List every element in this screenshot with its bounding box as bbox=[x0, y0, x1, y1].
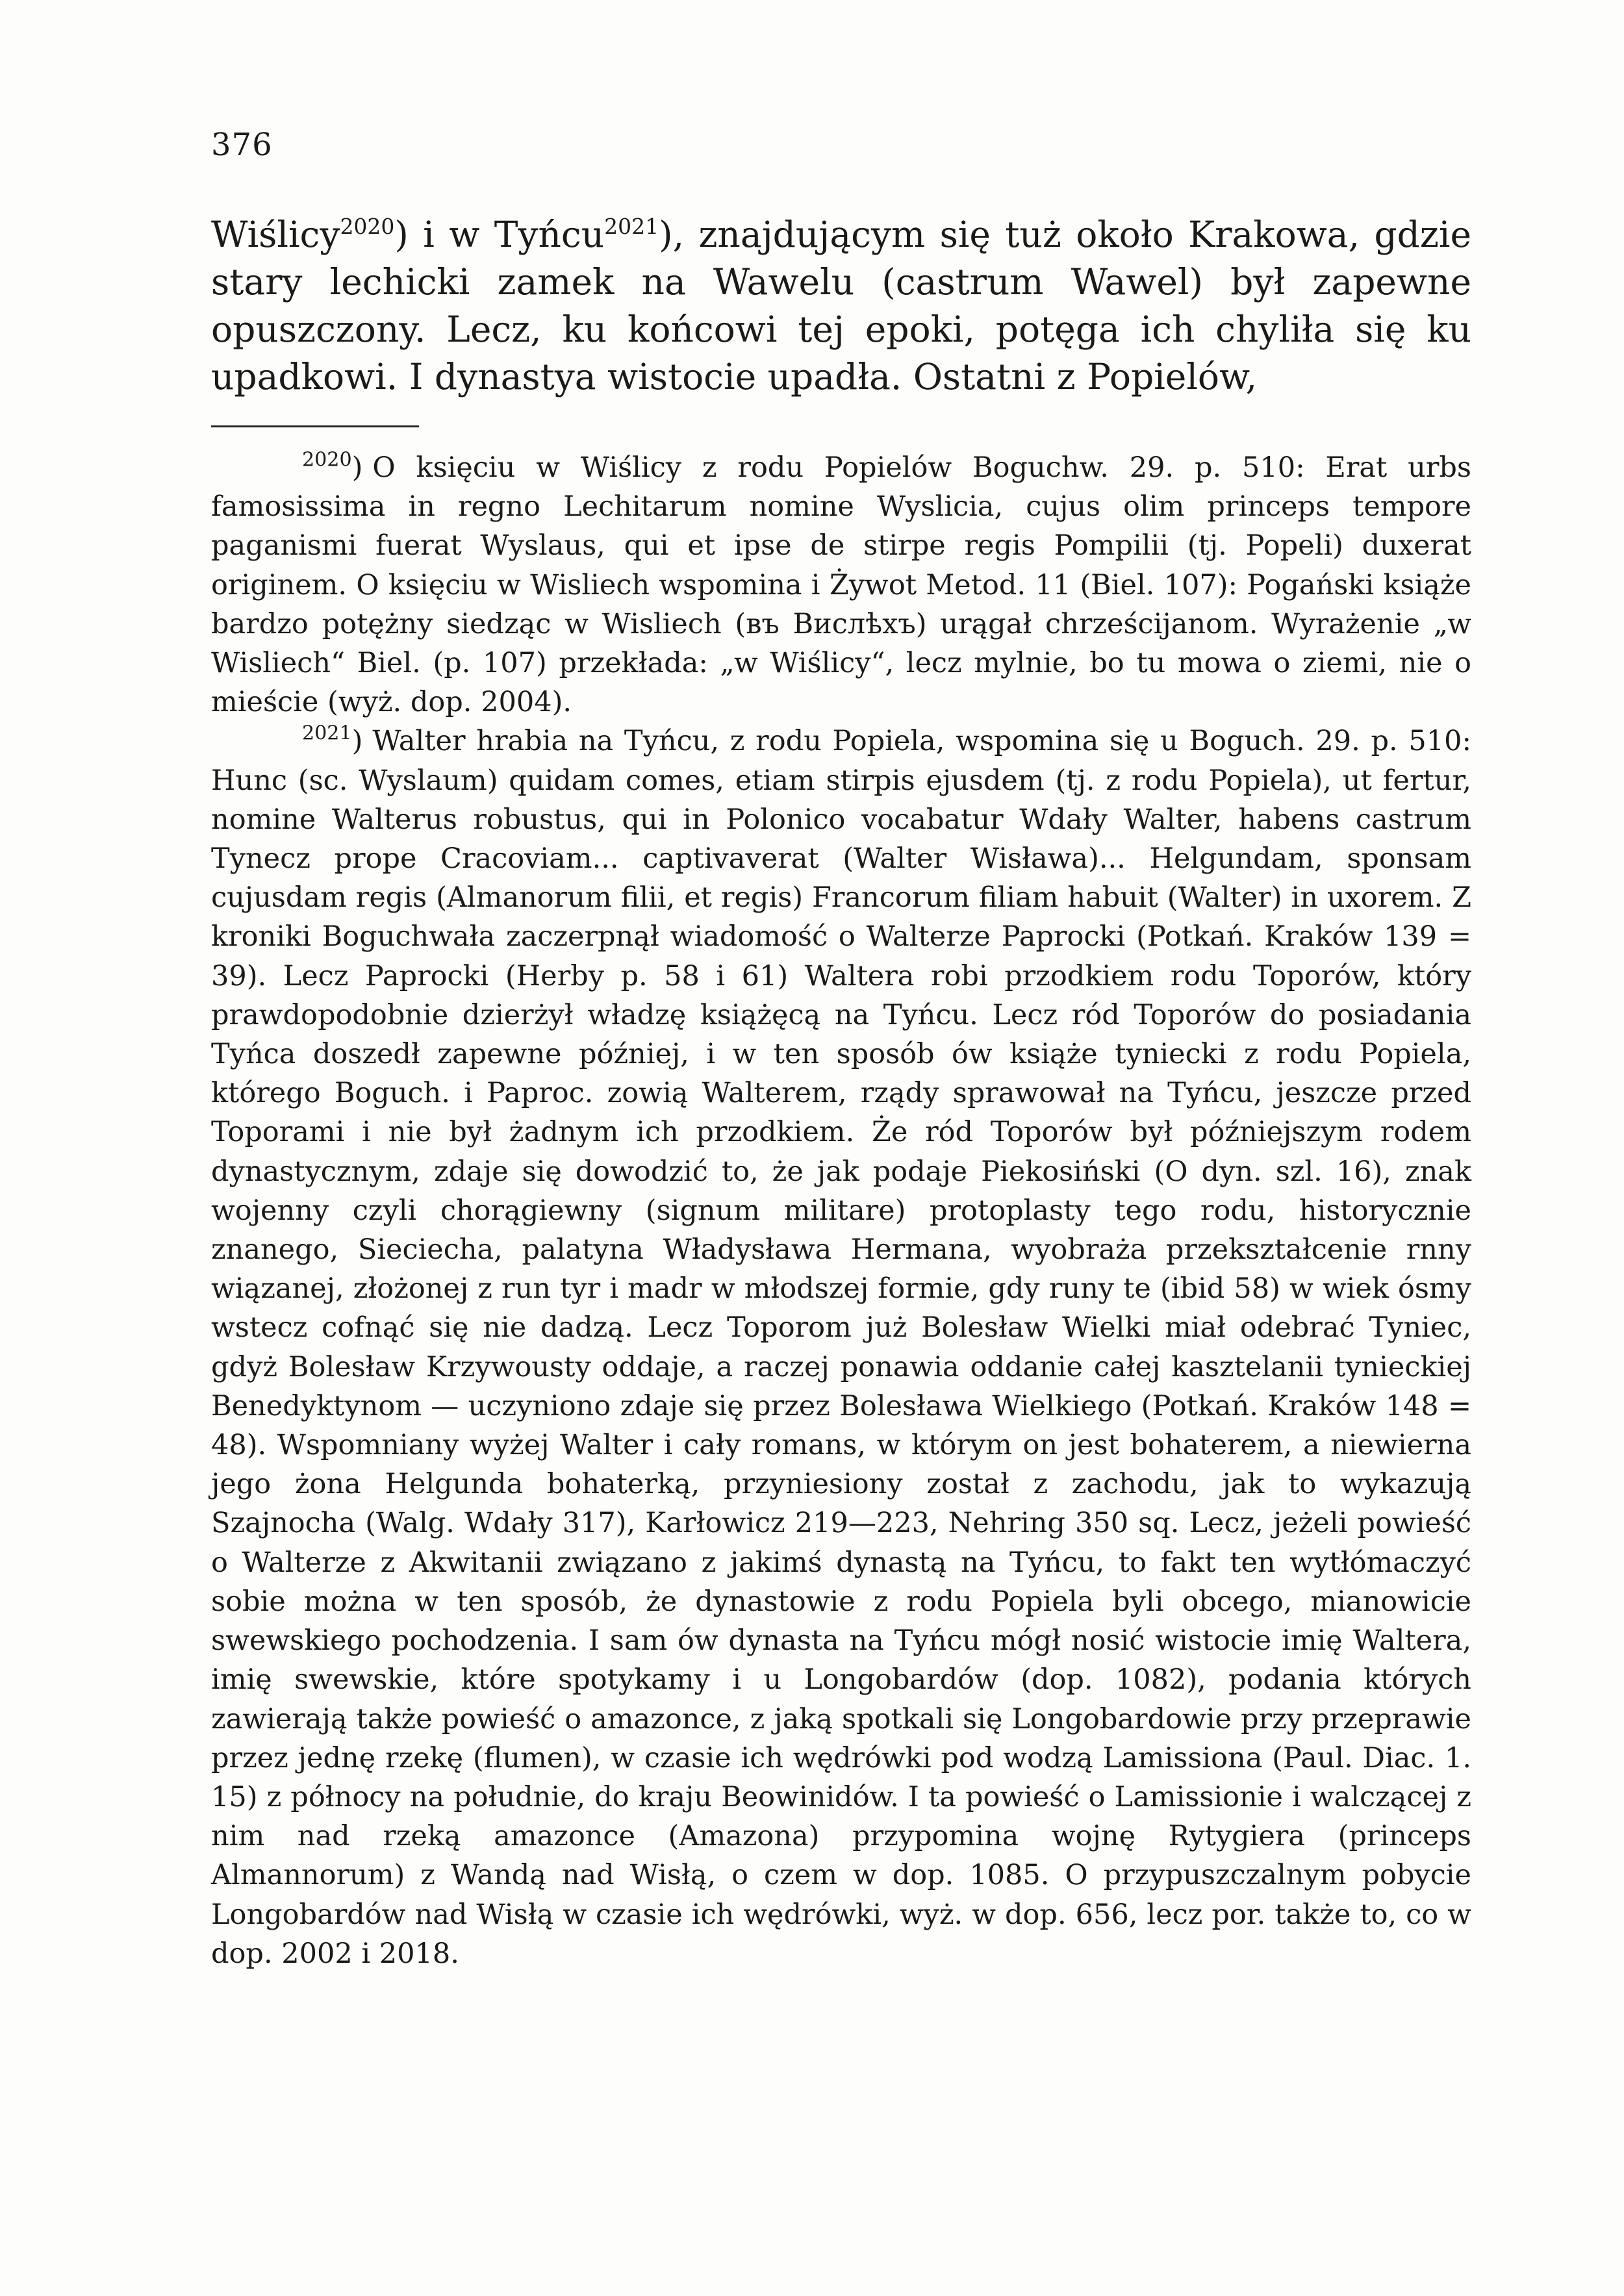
main-text bbox=[211, 211, 1471, 401]
footnote-2021: $^{2021}$) Walter hrabia na Tyńcu, z rodu Popiela, wspomina się u Boguch. 29. p. 510: Hunc (sc. Wyslaum) quidam comes, etiam stirpis ejusdem (tj. z rodu Popiela), ut fertur, nomine Walterus robustus, qui in Polonico vocabatur Wdały Walter, habens castrum Tynecz prope Cracoviam... captivaverat (Walter Wisława)... Helgundam, sponsam cujusdam regis (Almanorum filii, et regis) Francorum filiam habuit (Walter) in uxorem. Z kroniki Boguchwała zaczerpnął wiadomość o Walterze Paprocki (Potkań. Kraków 139 = 39). Lecz Paprocki (Herby p. 58 i 61) Waltera robi przodkiem rodu Toporów, który prawdopodobnie dzierżył władzę książęcą na Tyńcu. Lecz ród Toporów do posiadania Tyńca doszedł zapewne później, i w ten sposób ów książe tyniecki z rodu Popiela, którego Boguch. i Paproc. zowią Walterem, rządy sprawował na Tyńcu, jeszcze przed Toporami i nie był żadnym ich przodkiem. Że ród Toporów był późniejszym rodem dynastycznym, zdaje się dowodzić to, że jak podaje Piekosiński (O dyn. szl. 16), znak wojenny czyli chorągiewny (signum militare) protoplasty tego rodu, historycznie znanego, Sieciecha, palatyna Władysława Hermana, wyobraża przekształcenie rnny wiązanej, złożonej z run tyr i madr w młodszej formie, gdy runy te (ibid 58) w wiek ósmy wstecz cofnąć się nie dadzą. Lecz Toporom już Bolesław Wielki miał odebrać Tyniec, gdyż Bolesław Krzywousty oddaje, a raczej ponawia oddanie całej kasztelanii tynieckiej Benedyktynom — uczyniono zdaje się przez Bolesława Wielkiego (Potkań. Kraków 148 = 48). Wspomniany wyżej Walter i cały romans, w którym on jest bohaterem, a niewierna jego żona Helgunda bohaterką, przyniesiony został z zachodu, jak to wykazują Szajnocha (Walg. Wdały 317), Karłowicz 219—223, Nehring 350 sq. Lecz, jeżeli powieść o Walterze z Akwitanii związano z jakimś dynastą na Tyńcu, to fakt ten wytłómaczyć sobie można w ten sposób, że dynastowie z rodu Popiela byli obcego, mianowicie swewskiego pochodzenia. I sam ów dynasta na Tyńcu mógł nosić wistocie imię Waltera, imię swewskie, które spotykamy i u Longobardów (dop. 1082), podania których zawierają także powieść o amazonce, z jaką spotkali się Longobardowie przy przeprawie przez jednę rzekę (flumen), w czasie ich wędrówki pod wodzą Lamissiona (Paul. Diac. 1. 15) z północy na południe, do kraju Beowinidów. I ta powieść o Lamissionie i walczącej z nim nad rzeką amazonce (Amazona) przypomina wojnę Rytygiera (princeps Almannorum) z Wandą nad Wisłą, o czem w dop. 1085. O przypuszczalnym pobycie Longobardów nad Wisłą w czasie ich wędrówki, wyż. w dop. 656, lecz por. także to, co w dop. 2002 i 2018. bbox=[211, 722, 1471, 1970]
footnote-text: Walter hrabia na Tyńcu, z rodu Popiela, wspomina się u Boguch. 29. p. 510: Hunc (sc. Wyslaum) quidam comes, etiam stirpis ejusdem (tj. z rodu Popiela), ut fertur, nomine Walterus robustus, qui in Polonico vocabatur Wdały Walter, habens castrum Tynecz prope Cracoviam... captivaverat (Walter Wisława)... Helgundam, sponsam cujusdam regis (Almanorum filii, et regis) Francorum filiam habuit (Walter) in uxorem. Z kroniki Boguchwała zaczerpnął wiadomość o Walterze Paprocki (Potkań. Kraków 139 = 39). Lecz Paprocki (Herby p. 58 i 61) Waltera robi przodkiem rodu Toporów, który prawdopodobnie dzierżył władzę książęcą na Tyńcu. Lecz ród Toporów do posiadania Tyńca doszedł zapewne później, i w ten sposób ów książe tyniecki z rodu Popiela, którego Boguch. i Paproc. zowią Walterem, rządy sprawował na Tyńcu, jeszcze przed Toporami i nie był żadnym ich przodkiem. Że ród Toporów był późniejszym rodem dynastycznym, zdaje się dowodzić to, że jak podaje Piekosiński (O dyn. szl. 16), znak wojenny czyli chorągiewny (signum militare) protoplasty tego rodu, historycznie znanego, Sieciecha, palatyna Władysława Hermana, wyobraża przekształcenie rnny wiązanej, złożonej z run tyr i madr w młodszej formie, gdy runy te (ibid 58) w wiek ósmy wstecz cofnąć się nie dadzą. Lecz Toporom już Bolesław Wielki miał odebrać Tyniec, gdyż Bolesław Krzywousty oddaje, a raczej ponawia oddanie całej kasztelanii tynieckiej Benedyktynom — uczyniono zdaje się przez Bolesława Wielkiego (Potkań. Kraków 148 = 48). Wspomniany wyżej Walter i cały romans, w którym on jest bohaterem, a niewierna jego żona Helgunda bohaterką, przyniesiony został z zachodu, jak to wykazują Szajnocha (Walg. Wdały 317), Karłowicz 219—223, Nehring 350 sq. Lecz, jeżeli powieść o Walterze z Akwitanii związano z jakimś dynastą na Tyńcu, to fakt ten wytłómaczyć sobie można w ten sposób, że dynastowie z rodu Popiela byli obcego, mianowicie swewskiego pochodzenia. I sam ów dynasta na Tyńcu mógł nosić wistocie imię Waltera, imię swewskie, które spotykamy i u Longobardów (dop. 1082), podania których zawierają także powieść o amazonce, z jaką spotkali się Longobardowie przy przeprawie przez jednę rzekę (flumen), w czasie ich wędrówki pod wodzą Lamissiona (Paul. Diac. 1. 15) z północy na południe, do kraju Beowinidów. I ta powieść o Lamissionie i walczącej z nim nad rzeką amazonce (Amazona) przypomina wojnę Rytygiera (princeps Almannorum) z Wandą nad Wisłą, o czem w dop. 1085. O przypuszczalnym pobycie Longobardów nad Wisłą w czasie ich wędrówki, wyż. w dop. 656, lecz por. także to, co w dop. 2002 i 2018. bbox=[211, 725, 1471, 1970]
main-text-segment: ) i w Tyńcu bbox=[394, 214, 605, 255]
footnote-2020: $^{2020}$) O księciu w Wiślicy z rodu Popielów Boguchw. 29. p. 510: Erat urbs famosissima in regno Lechitarum nomine Wyslicia, cujus olim princeps tempore paganismi fuerat Wyslaus, qui et ipse de stirpe regis Pompilii (tj. Popeli) duxerat originem. O księciu w Wisliech wspomina i Żywot Metod. 11 (Biel. 107): Pogański książe bardzo potężny siedząc w Wisliech (въ Вислѣхъ) urągał chrześcijanom. Wyrażenie „w Wisliech“ Biel. (p. 107) przekłada: „w Wiślicy“, lecz mylnie, bo tu mowa o ziemi, nie o mieście (wyż. dop. 2004). bbox=[211, 448, 1471, 719]
footnotes bbox=[211, 448, 1471, 1973]
footnote-marker: 2021 bbox=[302, 722, 352, 745]
main-text-segment: Wiślicy bbox=[211, 214, 340, 255]
main-paragraph bbox=[211, 211, 1471, 401]
footnote-marker: 2020 bbox=[302, 448, 352, 472]
page-number: 376 bbox=[211, 127, 273, 163]
footnote-text: O księciu w Wiślicy z rodu Popielów Boguchw. 29. p. 510: Erat urbs famosissima in regno Lechitarum nomine Wyslicia, cujus olim princeps tempore paganismi fuerat Wyslaus, qui et ipse de stirpe regis Pompilii (tj. Popeli) duxerat originem. O księciu w Wisliech wspomina i Żywot Metod. 11 (Biel. 107): Pogański książe bardzo potężny siedząc w Wisliech (въ Вислѣхъ) urągał chrześcijanom. Wyrażenie „w Wisliech“ Biel. (p. 107) przekłada: „w Wiślicy“, lecz mylnie, bo tu mowa o ziemi, nie o mieście (wyż. dop. 2004). bbox=[211, 451, 1471, 719]
main-text-segment: ), znajdującym się tuż około Krakowa, gdzie stary lechicki zamek na Wawelu (castrum Wawel) był zapewne opuszczony. Lecz, ku końcowi tej epoki, potęga ich chyliła się ku upadkowi. I dynastya wistocie upadła. Ostatni z Popielów, bbox=[211, 214, 1471, 397]
footnote-separator bbox=[211, 425, 419, 427]
footnote-reference: 2021 bbox=[604, 214, 659, 240]
footnote-reference: 2020 bbox=[340, 214, 395, 240]
